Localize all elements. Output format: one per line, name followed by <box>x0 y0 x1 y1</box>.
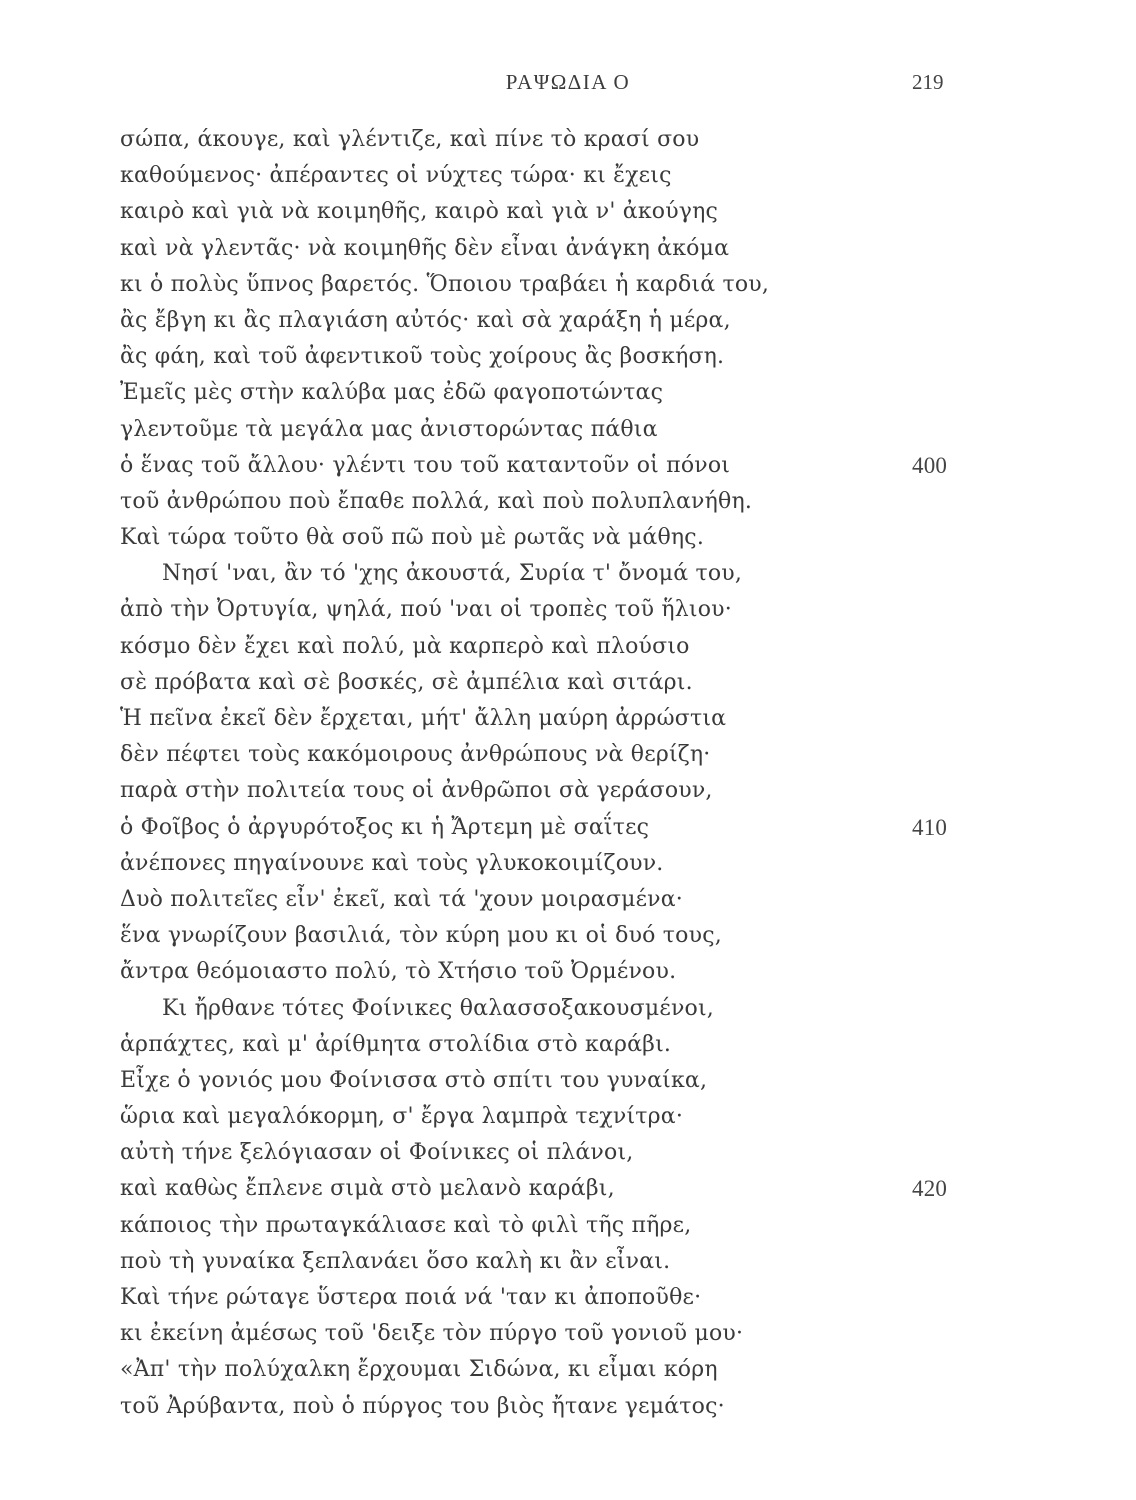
verse-line <box>120 991 840 1027</box>
verse-line <box>120 303 840 339</box>
verse-line <box>120 1389 840 1425</box>
verse-line <box>120 701 840 737</box>
verse-text: ὁ Φοῖβος ὁ ἀργυρότοξος κι ἡ Ἄρτεμη μὲ σαΐτες <box>120 814 650 840</box>
verse-text: «Ἀπ' τὴν πολύχαλκη ἔρχουμαι Σιδώνα, κι εἶμαι κόρη <box>120 1357 718 1383</box>
verse-text: σὲ πρόβατα καὶ σὲ βοσκές, σὲ ἀμπέλια καὶ σιτάρι. <box>120 669 693 695</box>
verse-line <box>120 412 840 448</box>
verse-line <box>120 375 840 411</box>
verse-text: Καὶ τήνε ρώταγε ὕστερα ποιά νά 'ταν κι ἀποποῦθε· <box>120 1285 702 1310</box>
verse-line <box>120 1099 840 1135</box>
verse-line <box>120 882 840 918</box>
verse-line <box>120 1135 840 1171</box>
verse-text: τοῦ ἀνθρώπου ποὺ ἔπαθε πολλά, καὶ ποὺ πολυπλανήθη. <box>120 488 753 514</box>
verse-text: ἀνέπονες πηγαίνουνε καὶ τοὺς γλυκοκοιμίζουν. <box>120 850 664 876</box>
verse-text: παρὰ στὴν πολιτεία τους οἱ ἀνθρῶποι σὰ γεράσουν, <box>120 778 713 804</box>
verse-line <box>120 339 840 375</box>
verse-line <box>120 231 840 267</box>
verse-text: καὶ νὰ γλεντᾶς· νὰ κοιμηθῆς δὲν εἶναι ἀνάγκη ἀκόμα <box>120 235 730 261</box>
verse-line <box>120 1027 840 1063</box>
verse-line <box>120 1352 840 1388</box>
verse-line <box>120 810 948 846</box>
verse-line <box>120 1208 840 1244</box>
verse-line <box>120 158 840 194</box>
verse-text: κι ὁ πολὺς ὕπνος βαρετός. Ὅποιου τραβάει ἡ καρδιά του, <box>120 271 770 297</box>
line-number: 410 <box>912 814 948 840</box>
verse-text: ποὺ τὴ γυναίκα ξεπλανάει ὅσο καλὴ κι ἂν εἶναι. <box>120 1248 671 1274</box>
verse-line <box>120 448 948 484</box>
verse-line <box>120 918 840 954</box>
verse-line <box>120 1171 948 1207</box>
verse-line <box>120 592 840 628</box>
verse-line <box>120 954 840 990</box>
verse-text: κόσμο δὲν ἔχει καὶ πολύ, μὰ καρπερὸ καὶ πλούσιο <box>120 633 690 659</box>
verse-line <box>120 629 840 665</box>
verse-line <box>120 665 840 701</box>
verse-text: ἄντρα θεόμοιαστο πολύ, τὸ Χτήσιο τοῦ Ὀρμένου. <box>120 959 677 985</box>
verse-text: Κι ἤρθανε τότες Φοίνικες θαλασσοξακουσμένοι, <box>162 995 714 1021</box>
verse-line <box>120 556 840 592</box>
verse-text: αὐτὴ τήνε ξελόγιασαν οἱ Φοίνικες οἱ πλάνοι, <box>120 1140 634 1166</box>
running-head: ΡΑΨΩΔΙΑ Ο <box>505 70 631 94</box>
verse-text: γλεντοῦμε τὰ μεγάλα μας ἀνιστορώντας πάθια <box>120 416 658 442</box>
verse-text: Ἡ πεῖνα ἐκεῖ δὲν ἔρχεται, μήτ' ἄλλη μαύρη ἀρρώστια <box>120 706 727 731</box>
poem-text <box>120 122 948 1425</box>
verse-text: δὲν πέφτει τοὺς κακόμοιρους ἀνθρώπους νὰ θερίζη· <box>120 742 711 768</box>
verse-text: ἂς ἔβγη κι ἂς πλαγιάση αὐτός· καὶ σὰ χαράξη ἡ μέρα, <box>120 307 731 333</box>
verse-line <box>120 773 840 809</box>
verse-line <box>120 846 840 882</box>
verse-text: Εἶχε ὁ γονιός μου Φοίνισσα στὸ σπίτι του γυναίκα, <box>120 1067 708 1093</box>
verse-text: καιρὸ καὶ γιὰ νὰ κοιμηθῆς, καιρὸ καὶ γιὰ ν' ἀκούγης <box>120 199 719 225</box>
verse-text: Ἐμεῖς μὲς στὴν καλύβα μας ἐδῶ φαγοποτώντας <box>120 380 664 406</box>
verse-line <box>120 1063 840 1099</box>
line-number: 420 <box>912 1176 948 1202</box>
verse-text: Δυὸ πολιτεῖες εἶν' ἐκεῖ, καὶ τά 'χουν μοιρασμένα· <box>120 886 683 912</box>
verse-line <box>120 1244 840 1280</box>
verse-line <box>120 1280 840 1316</box>
verse-text: ἂς φάη, καὶ τοῦ ἀφεντικοῦ τοὺς χοίρους ἂς βοσκήση. <box>120 344 725 370</box>
verse-line <box>120 194 840 230</box>
verse-text: καὶ καθὼς ἔπλενε σιμὰ στὸ μελανὸ καράβι, <box>120 1176 615 1202</box>
verse-text: σώπα, άκουγε, καὶ γλέντιζε, καὶ πίνε τὸ κρασί σου <box>120 127 700 152</box>
verse-text: ἀπὸ τὴν Ὀρτυγία, ψηλά, πού 'ναι οἱ τροπὲς τοῦ ἥλιου· <box>120 597 732 623</box>
verse-line <box>120 737 840 773</box>
verse-text: καθούμενος· ἀπέραντες οἱ νύχτες τώρα· κι ἔχεις <box>120 163 672 189</box>
verse-text: Καὶ τώρα τοῦτο θὰ σοῦ πῶ ποὺ μὲ ρωτᾶς νὰ μάθης. <box>120 525 705 551</box>
verse-text: ἁρπάχτες, καὶ μ' ἀρίθμητα στολίδια στὸ καράβι. <box>120 1031 672 1057</box>
verse-line <box>120 1316 840 1352</box>
verse-text: ὥρια καὶ μεγαλόκορμη, σ' ἔργα λαμπρὰ τεχνίτρα· <box>120 1104 684 1130</box>
verse-text: Νησί 'ναι, ἂν τό 'χης ἀκουστά, Συρία τ' ὄνομά του, <box>162 561 743 587</box>
verse-line <box>120 267 840 303</box>
verse-text: τοῦ Ἀρύβαντα, ποὺ ὁ πύργος του βιὸς ἤτανε γεμάτος· <box>120 1393 725 1419</box>
verse-line <box>120 484 840 520</box>
verse-text: κι ἐκείνη ἀμέσως τοῦ 'δειξε τὸν πύργο τοῦ γονιοῦ μου· <box>120 1321 744 1347</box>
verse-text: ὁ ἕνας τοῦ ἄλλου· γλέντι του τοῦ καταντοῦν οἱ πόνοι <box>120 452 731 478</box>
page-number: 219 <box>912 70 944 94</box>
line-number: 400 <box>912 452 948 478</box>
verse-line <box>120 520 840 556</box>
verse-text: κάποιος τὴν πρωταγκάλιασε καὶ τὸ φιλὶ τῆς πῆρε, <box>120 1212 692 1238</box>
verse-line <box>120 122 840 158</box>
verse-text: ἕνα γνωρίζουν βασιλιά, τὸν κύρη μου κι οἱ δυό τους, <box>120 923 722 949</box>
